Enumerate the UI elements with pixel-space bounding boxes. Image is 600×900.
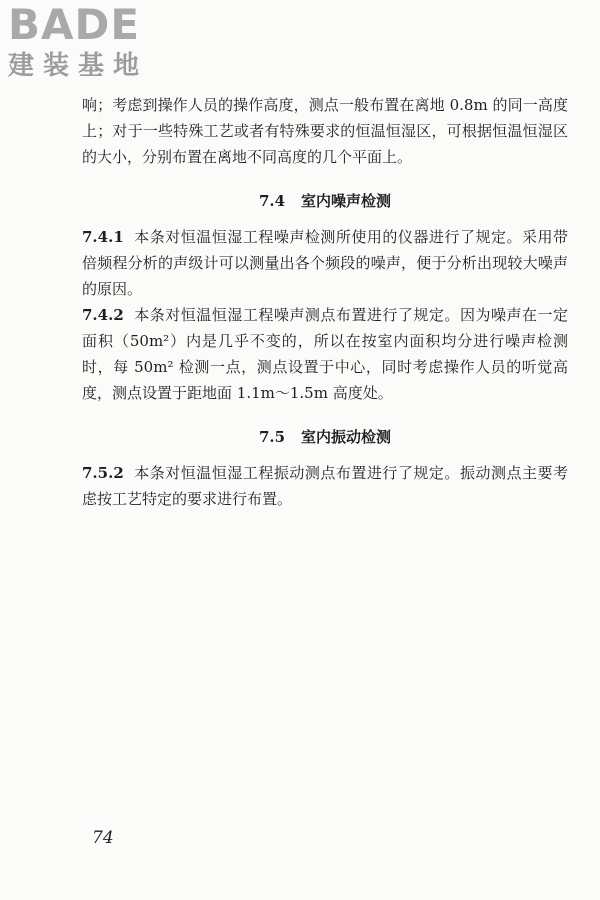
- clause-number: 7.4.2: [82, 306, 124, 324]
- intro-paragraph: 响；考虑到操作人员的操作高度，测点一般布置在离地 0.8m 的同一高度上；对于一些特殊工艺或者有特殊要求的恒温恒湿区，可根据恒温恒湿区的大小，分别布置在离地不同高度的几个平面上。: [82, 96, 568, 166]
- page-content: [82, 92, 568, 512]
- clause-text: 本条对恒温恒湿工程振动测点布置进行了规定。振动测点主要考虑按工艺特定的要求进行布置。: [82, 464, 568, 508]
- section-number: 7.4: [258, 192, 286, 210]
- logo-english-text: BADE: [8, 0, 141, 49]
- section-heading-7-4: [82, 188, 568, 214]
- section-heading-7-5: [82, 424, 568, 450]
- clause-text: 本条对恒温恒湿工程噪声检测所使用的仪器进行了规定。采用带倍频程分析的声级计可以测量出各个频段的噪声，便于分析出现较大噪声的原因。: [82, 228, 568, 298]
- section-number: 7.5: [258, 428, 286, 446]
- clause-7-4-1: [82, 224, 568, 302]
- page-number: 74: [92, 828, 114, 848]
- clause-text: 本条对恒温恒湿工程噪声测点布置进行了规定。因为噪声在一定面积（50m²）内是几乎不变的，所以在按室内面积均分进行噪声检测时，每 50m² 检测一点，测点设置于中心，同时考虑操作人员的听觉高度，测点设置于距地面 1.1m～1.5m 高度处。: [82, 306, 568, 402]
- clause-number: 7.5.2: [82, 464, 124, 482]
- watermark-logo: [8, 2, 178, 86]
- clause-7-5-2: [82, 460, 568, 512]
- clause-number: 7.4.1: [82, 228, 124, 246]
- section-title: 室内振动检测: [301, 428, 392, 446]
- logo-chinese-text: 建装基地: [8, 51, 149, 81]
- section-title: 室内噪声检测: [301, 192, 392, 210]
- clause-7-4-2: [82, 302, 568, 406]
